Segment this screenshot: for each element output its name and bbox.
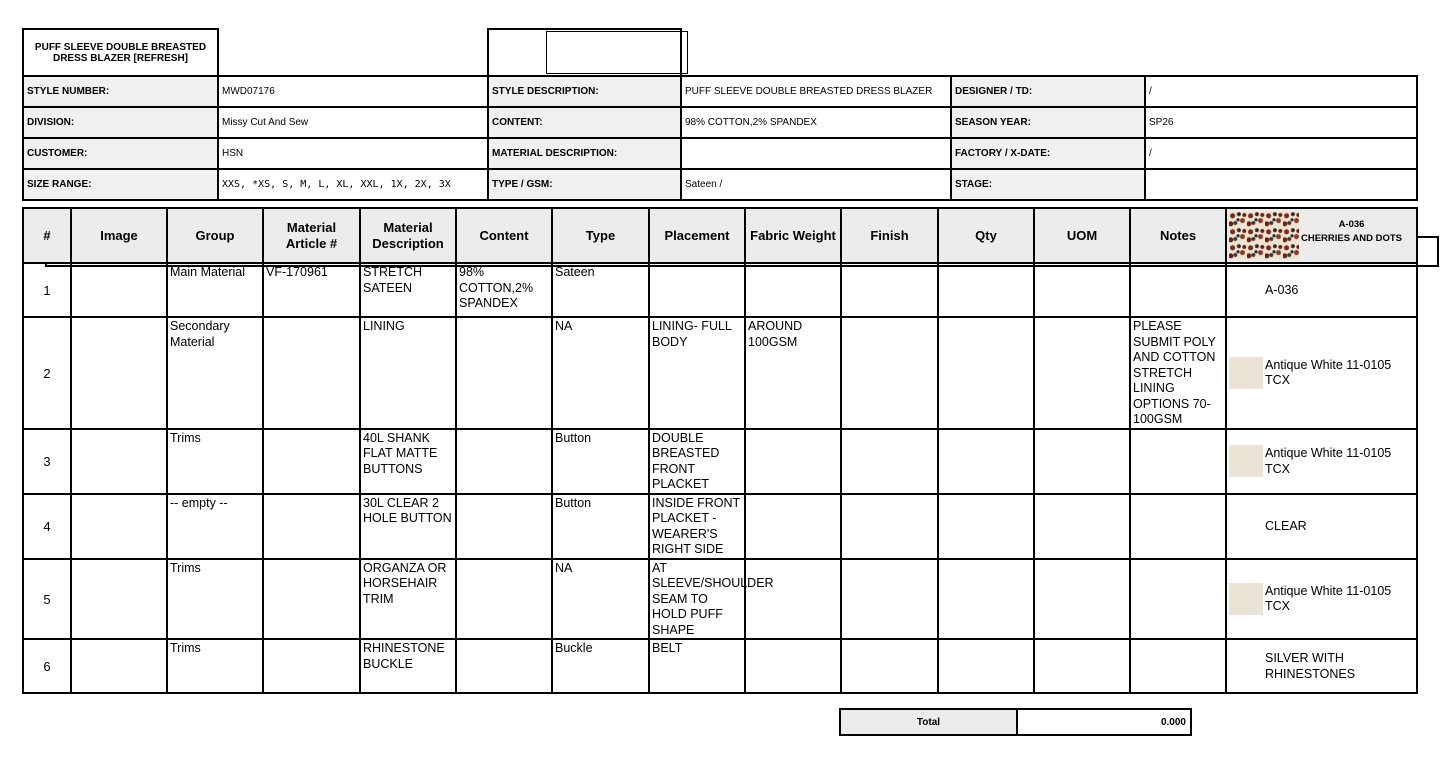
- col-header-material-article: Material Article #: [263, 208, 360, 263]
- row-image: [71, 494, 167, 559]
- row-content: [456, 639, 552, 693]
- print-code: A-036: [1338, 219, 1365, 230]
- style-number-label: STYLE NUMBER:: [23, 76, 218, 107]
- row-placement: AT SLEEVE/SHOULDER SEAM TO HOLD PUFF SHAPE: [649, 559, 745, 640]
- row-color: SILVER WITH RHINESTONES: [1226, 639, 1417, 693]
- row-uom: [1034, 317, 1130, 429]
- row-number: 2: [23, 317, 71, 429]
- row-fabric-weight: [745, 429, 841, 494]
- row-image: [71, 317, 167, 429]
- row-placement: INSIDE FRONT PLACKET - WEARER'S RIGHT SIDE: [649, 494, 745, 559]
- row-uom: [1034, 639, 1130, 693]
- row-finish: [841, 639, 938, 693]
- row-finish: [841, 494, 938, 559]
- row-finish: [841, 263, 938, 317]
- row-group: Trims: [167, 429, 263, 494]
- material-description-label: MATERIAL DESCRIPTION:: [488, 138, 681, 169]
- row-group: Main Material: [167, 263, 263, 317]
- row-color: CLEAR: [1226, 494, 1417, 559]
- row-qty: [938, 494, 1034, 559]
- col-header-finish: Finish: [841, 208, 938, 263]
- logo-box: [546, 31, 688, 74]
- row-finish: [841, 559, 938, 640]
- division-value: Missy Cut And Sew: [218, 107, 488, 138]
- color-label: Antique White 11-0105 TCX: [1265, 357, 1392, 388]
- stage-value: [1145, 169, 1417, 200]
- table-row: [23, 494, 1417, 559]
- table-row: [23, 317, 1417, 429]
- season-year-label: SEASON YEAR:: [951, 107, 1145, 138]
- row-uom: [1034, 429, 1130, 494]
- col-header-fabric-weight: Fabric Weight: [745, 208, 841, 263]
- print-swatch-image: [1229, 211, 1299, 259]
- material-description-value: [681, 138, 951, 169]
- style-description-label: STYLE DESCRIPTION:: [488, 76, 681, 107]
- row-finish: [841, 429, 938, 494]
- row-content: 98% COTTON,2% SPANDEX: [456, 263, 552, 317]
- row-article: [263, 639, 360, 693]
- col-header-type: Type: [552, 208, 649, 263]
- col-header-material-description: Material Description: [360, 208, 456, 263]
- row-color: [1226, 559, 1417, 640]
- bom-header-table: [22, 28, 1418, 201]
- row-color: A-036: [1226, 263, 1417, 317]
- row-fabric-weight: [745, 639, 841, 693]
- row-type: Button: [552, 494, 649, 559]
- row-notes: [1130, 494, 1226, 559]
- row-notes: PLEASE SUBMIT POLY AND COTTON STRETCH LINING OPTIONS 70-100GSM: [1130, 317, 1226, 429]
- style-description-value: PUFF SLEEVE DOUBLE BREASTED DRESS BLAZER: [681, 76, 951, 107]
- col-header-group: Group: [167, 208, 263, 263]
- col-header-number: #: [23, 208, 71, 263]
- row-fabric-weight: [745, 494, 841, 559]
- row-placement: [649, 263, 745, 317]
- row-placement: LINING- FULL BODY: [649, 317, 745, 429]
- row-qty: [938, 559, 1034, 640]
- table-row: [23, 559, 1417, 640]
- table-row: [23, 429, 1417, 494]
- row-placement: DOUBLE BREASTED FRONT PLACKET: [649, 429, 745, 494]
- row-finish: [841, 317, 938, 429]
- row-number: 1: [23, 263, 71, 317]
- col-header-qty: Qty: [938, 208, 1034, 263]
- color-label: Antique White 11-0105 TCX: [1265, 446, 1392, 476]
- row-number: 6: [23, 639, 71, 693]
- col-header-placement: Placement: [649, 208, 745, 263]
- table-header-row: [23, 208, 1417, 263]
- designer-td-label: DESIGNER / TD:: [951, 76, 1145, 107]
- designer-td-value: /: [1145, 76, 1417, 107]
- print-label: [1301, 218, 1402, 246]
- row-image: [71, 263, 167, 317]
- type-gsm-label: TYPE / GSM:: [488, 169, 681, 200]
- row-placement: BELT: [649, 639, 745, 693]
- customer-label: CUSTOMER:: [23, 138, 218, 169]
- row-article: VF-170961: [263, 263, 360, 317]
- row-number: 5: [23, 559, 71, 640]
- row-notes: [1130, 639, 1226, 693]
- type-gsm-value: Sateen /: [681, 169, 951, 200]
- row-description: 30L CLEAR 2 HOLE BUTTON: [360, 494, 456, 559]
- row-qty: [938, 263, 1034, 317]
- col-header-image: Image: [71, 208, 167, 263]
- total-value: 0.000: [1017, 709, 1191, 735]
- row-uom: [1034, 559, 1130, 640]
- row-type: Buckle: [552, 639, 649, 693]
- total-table: [839, 708, 1192, 736]
- row-notes: [1130, 559, 1226, 640]
- color-swatch: [1229, 583, 1263, 615]
- row-color: [1226, 317, 1417, 429]
- col-header-print: [1226, 208, 1417, 263]
- stage-label: STAGE:: [951, 169, 1145, 200]
- row-article: [263, 317, 360, 429]
- row-uom: [1034, 494, 1130, 559]
- color-swatch: [1229, 357, 1263, 389]
- content-label: CONTENT:: [488, 107, 681, 138]
- row-content: [456, 317, 552, 429]
- row-number: 4: [23, 494, 71, 559]
- row-color: [1226, 429, 1417, 494]
- table-row: [23, 263, 1417, 317]
- row-type: NA: [552, 559, 649, 640]
- logo-cell: [488, 29, 681, 76]
- row-qty: [938, 317, 1034, 429]
- row-number: 3: [23, 429, 71, 494]
- row-notes: [1130, 263, 1226, 317]
- col-header-uom: UOM: [1034, 208, 1130, 263]
- row-fabric-weight: [745, 263, 841, 317]
- row-fabric-weight: [745, 559, 841, 640]
- row-type: NA: [552, 317, 649, 429]
- factory-xdate-value: /: [1145, 138, 1417, 169]
- color-swatch: [1229, 445, 1263, 477]
- row-description: LINING: [360, 317, 456, 429]
- table-row: [23, 639, 1417, 693]
- total-label: Total: [840, 709, 1017, 735]
- row-article: [263, 429, 360, 494]
- row-fabric-weight: AROUND 100GSM: [745, 317, 841, 429]
- row-group: Secondary Material: [167, 317, 263, 429]
- customer-value: HSN: [218, 138, 488, 169]
- print-name: CHERRIES AND DOTS: [1301, 233, 1402, 244]
- color-label: Antique White 11-0105 TCX: [1265, 583, 1392, 614]
- row-content: [456, 559, 552, 640]
- division-label: DIVISION:: [23, 107, 218, 138]
- row-article: [263, 494, 360, 559]
- row-article: [263, 559, 360, 640]
- product-title: PUFF SLEEVE DOUBLE BREASTED DRESS BLAZER [REFRESH]: [23, 29, 218, 76]
- row-group: Trims: [167, 639, 263, 693]
- factory-xdate-label: FACTORY / X-DATE:: [951, 138, 1145, 169]
- row-uom: [1034, 263, 1130, 317]
- size-range-value: XXS, *XS, S, M, L, XL, XXL, 1X, 2X, 3X: [218, 169, 488, 200]
- row-group: -- empty --: [167, 494, 263, 559]
- row-description: ORGANZA OR HORSEHAIR TRIM: [360, 559, 456, 640]
- style-number-value: MWD07176: [218, 76, 488, 107]
- col-header-content: Content: [456, 208, 552, 263]
- row-qty: [938, 639, 1034, 693]
- row-image: [71, 559, 167, 640]
- row-type: Sateen: [552, 263, 649, 317]
- row-image: [71, 429, 167, 494]
- row-group: Trims: [167, 559, 263, 640]
- bom-materials-table: [22, 207, 1418, 694]
- row-image: [71, 639, 167, 693]
- row-notes: [1130, 429, 1226, 494]
- col-header-notes: Notes: [1130, 208, 1226, 263]
- content-value: 98% COTTON,2% SPANDEX: [681, 107, 951, 138]
- row-qty: [938, 429, 1034, 494]
- season-year-value: SP26: [1145, 107, 1417, 138]
- row-description: RHINESTONE BUCKLE: [360, 639, 456, 693]
- row-type: Button: [552, 429, 649, 494]
- row-description: 40L SHANK FLAT MATTE BUTTONS: [360, 429, 456, 494]
- size-range-label: SIZE RANGE:: [23, 169, 218, 200]
- row-content: [456, 429, 552, 494]
- row-description: STRETCH SATEEN: [360, 263, 456, 317]
- row-content: [456, 494, 552, 559]
